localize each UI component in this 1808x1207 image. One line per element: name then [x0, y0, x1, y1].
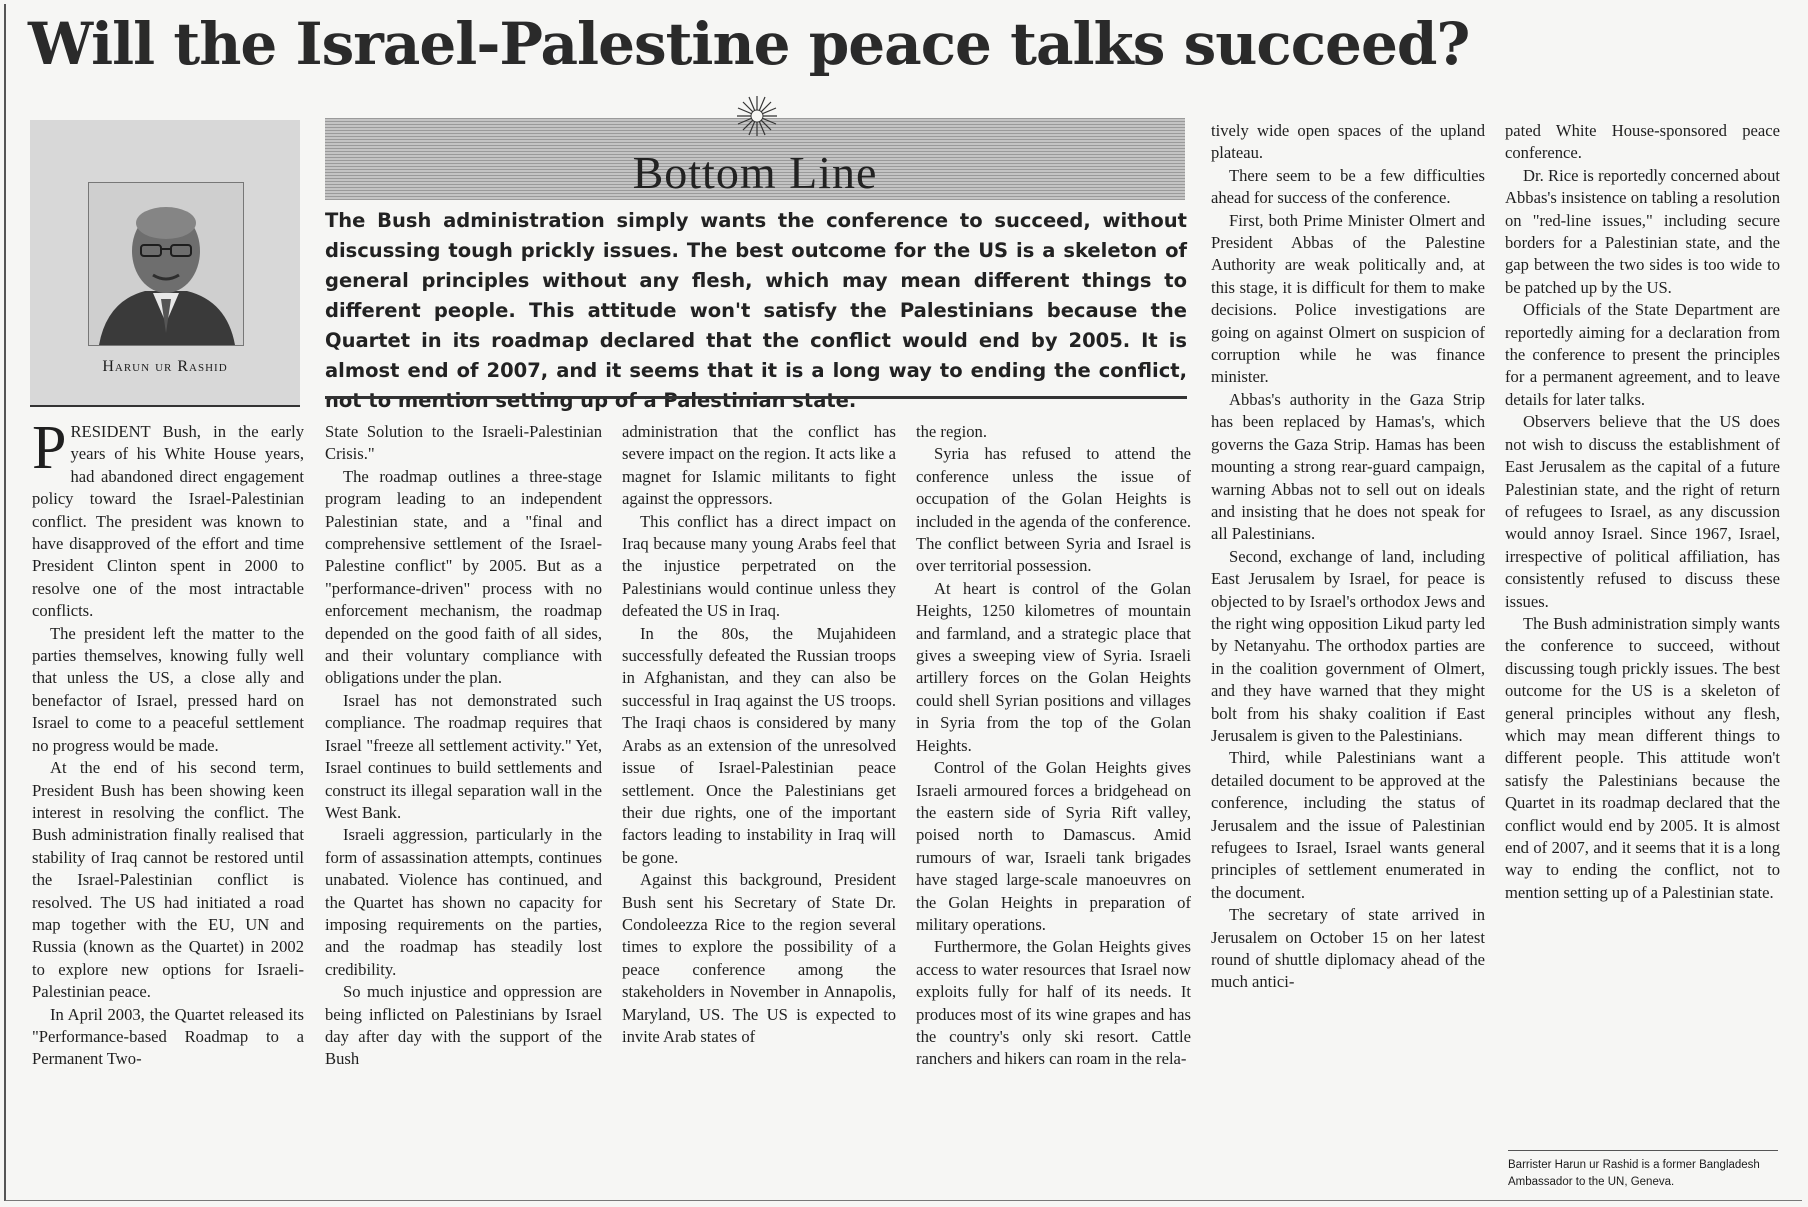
paragraph: Observers believe that the US does not wish to discuss the establishment of East Jerusalem as the capital of a future Palestinian state, and the right of return of refugees to Israel, as any discussion would annoy Israel. Since 1967, Israel, irrespective of political affiliation, has consistently refused to discuss these issues. [1505, 412, 1780, 611]
author-photo [88, 182, 244, 346]
paragraph: Abbas's authority in the Gaza Strip has been replaced by Hamas's, which governs the Gaza Strip. Hamas has been mounting a strong rear-guard campaign, warning Abbas not to sell out on ideals and insisting that he does not speak for all Palestinians. [1211, 389, 1485, 544]
author-bio: Barrister Harun ur Rashid is a former Bangladesh Ambassador to the UN, Geneva. [1508, 1150, 1778, 1191]
paragraph: The roadmap outlines a three-stage program leading to an independent Palestinian state, and a "final and comprehensive settlement of the Israel-Palestine conflict" by 2005. But as a "performance-driven" process with no enforcement mechanism, the roadmap depended on the good faith of all sides, and their voluntary compliance with obligations under the plan. [325, 466, 602, 688]
starburst-icon [735, 94, 779, 138]
headline: Will the Israel-Palestine peace talks succeed? [28, 10, 1470, 78]
drop-cap: P [32, 421, 67, 482]
paragraph: Furthermore, the Golan Heights gives access to water resources that Israel now exploits fully for half of its needs. It produces most of its wine grapes and has the country's only ski resort. Cattle ranchers and hikers can roam in the rela- [916, 937, 1191, 1069]
paragraph: The Bush administration simply wants the conference to succeed, without discussing tough prickly issues. The best outcome for the US is a skeleton of general principles without any flesh, which may mean different things to different people. This attitude won't satisfy the Palestinians because the Quartet in its roadmap declared that the conflict would end by 2005. It is almost end of 2007, and it seems that it is a long way to ending the conflict, not to mention setting up of a Palestinian state. [1505, 613, 1780, 902]
paragraph-continued: the region. [916, 422, 987, 441]
paragraph: Dr. Rice is reportedly concerned about Abbas's insistence on tabling a resolution on "red-line issues," including secure borders for a Palestinian state, and the gap between the two sides is too wide to be patched up by the US. [1505, 165, 1780, 297]
paragraph-continued: administration that the conflict has severe impact on the region. It acts like a magnet for Islamic militants to fight against the oppressors. [622, 422, 896, 509]
paragraph: Israeli aggression, particularly in the form of assassination attempts, continues unabated. Violence has continued, and the Quartet has shown no capacity for imposing requirements on the parties, and the roadmap has steadily lost credibility. [325, 825, 602, 979]
paragraph: This conflict has a direct impact on Iraq because many young Arabs feel that the injustice perpetrated on the Palestinians would continue unless they defeated the US in Iraq. [622, 511, 896, 621]
lead-paragraph [32, 421, 304, 623]
author-portrait-image [89, 183, 243, 345]
bottom-line-summary: The Bush administration simply wants the conference to succeed, without discussing tough prickly issues. The best outcome for the US is a skeleton of general principles without any flesh, which may mean different things to different people. This attitude won't satisfy the Palestinians because the Quartet in its roadmap declared that the conflict would end by 2005. It is almost end of 2007, and it seems that it is a long way to ending the conflict, not to mention setting up of a Palestinian state. [325, 209, 1187, 412]
article-column-6 [1505, 120, 1780, 1160]
paragraph: Officials of the State Department are reportedly aiming for a declaration from the conference to present the principles for a permanent agreement, and to leave details for later talks. [1505, 300, 1780, 409]
paragraph: Control of the Golan Heights gives Israeli armoured forces a bridgehead on the eastern side of Syria Rift valley, poised north to Damascus. Amid rumours of war, Israeli tank brigades have staged large-scale manoeuvres on the Golan Heights in preparation of military operations. [916, 758, 1191, 934]
paragraph: Second, exchange of land, including East Jerusalem by Israel, for peace is objected to by Israel's orthodox Jews and the right wing opposition Likud party led by Netanyahu. The orthodox parties are in the coalition government of Olmert, and they have warned that they might bolt from his shaky coalition if East Jerusalem is given to the Palestinians. [1211, 546, 1485, 745]
paragraph: There seem to be a few difficulties ahead for success of the conference. [1211, 165, 1485, 208]
summary-divider [325, 396, 1187, 399]
paragraph: Against this background, President Bush sent his Secretary of State Dr. Condoleezza Rice to the region several times to explore the possibility of a peace conference among the stakeholders in November in Annapolis, Maryland, US. The US is expected to invite Arab states of [622, 870, 896, 1046]
paragraph: In the 80s, the Mujahideen successfully defeated the Russian troops in Afghanistan, and they can also be successful in Iraq against the US troops. The Iraqi chaos is considered by many Arabs as an extension of the unresolved issue of Israel-Palestinian peace settlement. Once the Palestinians get their due rights, one of the important factors leading to instability in Iraq will be gone. [622, 623, 896, 867]
bottom-line-title: Bottom Line [632, 147, 878, 198]
lead-paragraph-text: RESIDENT Bush, in the early years of his White House years, had abandoned direct engagement policy toward the Israel-Palestinian conflict. The president was known to have disapproved of the effort and time President Clinton spent in 2000 to resolve one of the most intractable conflicts. [32, 422, 304, 621]
paragraph: In April 2003, the Quartet released its "Performance-based Roadmap to a Permanent Two- [32, 1004, 304, 1069]
article-column-5 [1211, 120, 1485, 1192]
author-box [30, 120, 300, 407]
paragraph: First, both Prime Minister Olmert and President Abbas of the Palestine Authority are weak politically and, at this stage, it is difficult for them to make decisions. Police investigations are going on against Olmert on suspicion of corruption while he was finance minister. [1211, 210, 1485, 387]
paragraph-continued: pated White House-sponsored peace conference. [1505, 121, 1780, 163]
paragraph-continued: tively wide open spaces of the upland plateau. [1211, 121, 1485, 163]
paragraph: The president left the matter to the parties themselves, knowing fully well that unless the US, a close ally and benefactor of Israel, pressed hard on Israel to come to a peaceful settlement no progress would be made. [32, 623, 304, 755]
paragraph: So much injustice and oppression are being inflicted on Palestinians by Israel day after day with the support of the Bush [325, 982, 602, 1069]
paragraph: Israel has not demonstrated such compliance. The roadmap requires that Israel "freeze all settlement activity." Yet, Israel continues to build settlements and construct its illegal separation wall in the West Bank. [325, 690, 602, 822]
article-column-4 [916, 421, 1191, 1191]
paragraph: At heart is control of the Golan Heights, 1250 kilometres of mountain and farmland, and a strategic place that gives a sweeping view of Syria. Israeli artillery forces on the Golan Heights could shell Syrian positions and villages in Syria from the top of the Golan Heights. [916, 578, 1191, 755]
article-column-1 [32, 421, 304, 1191]
paragraph: At the end of his second term, President Bush has been showing keen interest in resolving the conflict. The Bush administration finally realised that stability of Iraq cannot be restored until the Israel-Palestinian conflict is resolved. The US had initiated a road map together with the EU, UN and Russia (known as the Quartet) in 2002 to explore new options for Israeli-Palestinian peace. [32, 758, 304, 1002]
article-column-2 [325, 421, 602, 1191]
article-column-3 [622, 421, 896, 1191]
paragraph: The secretary of state arrived in Jerusalem on October 15 on her latest round of shuttle diplomacy ahead of the much antici- [1211, 905, 1485, 992]
paragraph-continued: State Solution to the Israeli-Palestinian Crisis." [325, 422, 602, 464]
author-name: Harun ur Rashid [102, 358, 228, 375]
paragraph: Syria has refused to attend the conference unless the issue of occupation of the Golan Heights is included in the agenda of the conference. The conflict between Syria and Israel is over territorial possession. [916, 444, 1191, 576]
paragraph: Third, while Palestinians want a detailed document to be approved at the conference, including the status of Jerusalem and the issue of Palestinian refugees to Israel, Israel wants general principles of settlement enumerated in the document. [1211, 748, 1485, 902]
